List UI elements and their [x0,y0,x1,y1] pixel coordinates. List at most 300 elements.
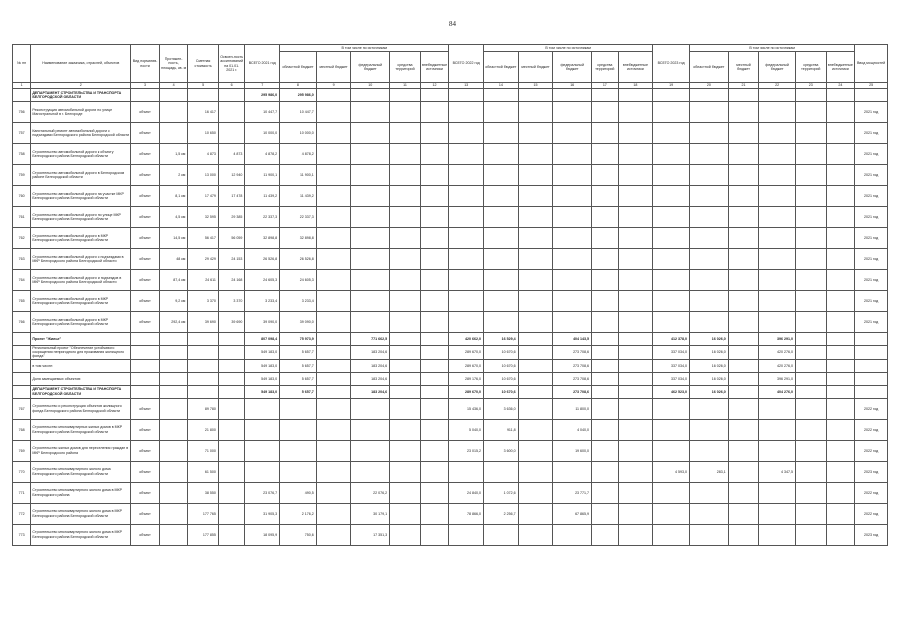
cell-fb21 [351,270,390,291]
col-index: 12 [420,83,449,89]
cell-ob21: 75 973,9 [280,333,317,346]
cell-st23 [796,440,827,461]
cell-t [131,385,160,398]
cell-fb22 [553,123,592,144]
cell-fb23 [759,186,796,207]
cell-st21 [390,440,421,461]
cell-t [131,359,160,372]
cell-vb22 [618,461,653,482]
hdr-sub-0-2: федеральный бюджет [351,52,390,83]
cell-fb21 [351,123,390,144]
table-row [13,207,888,228]
cell-vb23 [826,503,855,524]
cell-len: 4,5 км [159,207,188,228]
cell-tot23 [653,440,690,461]
cell-vb22 [618,89,653,102]
cell-st21 [390,372,421,385]
cell-st21 [390,312,421,333]
cell-n: 759 [13,165,31,186]
hdr-group-2021: В том числе по источникам [280,45,449,52]
cell-fb22: 273 708,6 [553,359,592,372]
cell-fb23 [759,228,796,249]
cell-tot23 [653,89,690,102]
cell-vb22 [618,102,653,123]
cell-vb21 [420,144,449,165]
table-row [13,346,888,360]
col-index: 4 [159,83,188,89]
cell-inp: 2021 год [855,270,888,291]
cell-name: Доля замещаемых объектов: [31,372,131,385]
table-row [13,249,888,270]
cell-tot22: 15 436,0 [449,398,484,419]
cell-mb21 [316,186,351,207]
cell-tot22 [449,186,484,207]
cell-st23 [796,524,827,545]
cell-fb23 [759,123,796,144]
cell-tot22: 289 670,0 [449,346,484,360]
col-index: 5 [188,83,219,89]
cell-dev: 24 153 [218,249,245,270]
cell-vb22 [618,419,653,440]
col-index: 7 [245,83,280,89]
cell-inp: 2021 год [855,291,888,312]
cell-fb21 [351,102,390,123]
cell-vb23 [826,249,855,270]
cell-mb23 [728,503,759,524]
cell-st23 [796,89,827,102]
cell-vb22 [618,249,653,270]
cell-tot22 [449,102,484,123]
cell-st22 [592,249,619,270]
cell-fb21 [351,186,390,207]
cell-st23 [796,461,827,482]
cell-fb22: 11 800,0 [553,398,592,419]
cell-tot22: 420 662,0 [449,333,484,346]
cell-vb22 [618,333,653,346]
cell-ob21: 11 900,1 [280,165,317,186]
cell-mb22 [518,144,553,165]
cell-st21 [390,270,421,291]
table-row [13,270,888,291]
cell-dev [218,419,245,440]
table-row [13,503,888,524]
cell-mb23 [728,461,759,482]
cell-len: 48 км [159,249,188,270]
cell-fb22 [553,207,592,228]
cell-ob23: 16 026,0 [689,385,728,398]
cell-mb21 [316,102,351,123]
cell-tot23 [653,398,690,419]
cell-tot22 [449,312,484,333]
cell-fb22 [553,291,592,312]
cell-name: Строительство автомобильной дороги в МКР Белгородского района Белгородской области [31,291,131,312]
cell-inp [855,385,888,398]
cell-ob23 [689,482,728,503]
cell-mb23 [728,165,759,186]
cell-vb21 [420,503,449,524]
hdr-total-2022: ВСЕГО 2022 год [449,45,484,83]
cell-dev: 3 370 [218,291,245,312]
cell-ob23 [689,440,728,461]
hdr-sub-0-4: внебюджетные источники [420,52,449,83]
cell-dev [218,346,245,360]
cell-tot23 [653,144,690,165]
cell-cost [188,359,219,372]
table-row [13,144,888,165]
cell-fb21: 17 351,3 [351,524,390,545]
cell-ob23 [689,291,728,312]
cell-n: 758 [13,144,31,165]
cell-ob22 [484,102,519,123]
cell-t: объект [131,102,160,123]
cell-mb21 [316,440,351,461]
cell-vb21 [420,482,449,503]
cell-ob22: 3 600,0 [484,440,519,461]
cell-mb23 [728,482,759,503]
col-index: 25 [855,83,888,89]
cell-name: в том числе: [31,359,131,372]
cell-tot23 [653,228,690,249]
col-index: 9 [316,83,351,89]
cell-fb23: 4 347,5 [759,461,796,482]
cell-ob21: 24 605,3 [280,270,317,291]
cell-st22 [592,123,619,144]
cell-len [159,372,188,385]
cell-ob21: 3 233,4 [280,291,317,312]
cell-vb23 [826,461,855,482]
cell-ob23 [689,270,728,291]
cell-st22 [592,440,619,461]
cell-mb23 [728,144,759,165]
cell-name: Строительство автомобильной дороги по улице МКР Белгородского района Белгородской области [31,207,131,228]
cell-name: Строительство и реконструкция объектов жилищного фонда Белгородского района Белгородской области [31,398,131,419]
cell-fb22 [553,165,592,186]
col-index: 17 [592,83,619,89]
cell-fb23 [759,482,796,503]
cell-name: Строительство автомобильной дороги в МКР Белгородского района Белгородской области [31,312,131,333]
cell-fb22: 4 040,0 [553,419,592,440]
cell-vb23 [826,482,855,503]
cell-mb23 [728,186,759,207]
investment-table [12,44,888,546]
cell-n: 769 [13,440,31,461]
cell-fb22 [553,144,592,165]
cell-dev [218,440,245,461]
cell-tot22: 24 840,0 [449,482,484,503]
col-index: 23 [796,83,827,89]
cell-mb23 [728,359,759,372]
cell-ob23 [689,144,728,165]
cell-mb23 [728,419,759,440]
table-row [13,312,888,333]
cell-fb21: 183 204,6 [351,385,390,398]
cell-t: объект [131,207,160,228]
cell-cost [188,346,219,360]
cell-ob23: 16 026,0 [689,346,728,360]
cell-ob22: 10 670,6 [484,372,519,385]
cell-st23 [796,228,827,249]
cell-ob22: 10 670,6 [484,385,519,398]
cell-ob23: 16 026,0 [689,333,728,346]
cell-mb21 [316,524,351,545]
cell-st21 [390,186,421,207]
hdr-sub-0-3: средства территорий [390,52,421,83]
cell-cost: 61 500 [188,461,219,482]
cell-st22 [592,165,619,186]
cell-mb21 [316,372,351,385]
cell-ob23: 16 026,0 [689,372,728,385]
cell-ob22: 3 636,0 [484,398,519,419]
cell-name: Реконструкция автомобильной дороги по улице Магистральной в г. Белгороде [31,102,131,123]
hdr-group-2023: В том числе по источникам [689,45,854,52]
cell-mb21 [316,333,351,346]
cell-vb22 [618,524,653,545]
cell-tot23: 337 034,0 [653,346,690,360]
cell-fb22: 19 600,0 [553,440,592,461]
cell-tot23: 412 378,0 [653,333,690,346]
cell-ob22 [484,461,519,482]
cell-st21 [390,249,421,270]
cell-dev: 17 478 [218,186,245,207]
cell-fb23 [759,398,796,419]
cell-vb21 [420,312,449,333]
cell-st21 [390,291,421,312]
cell-inp [855,346,888,360]
cell-tot23 [653,165,690,186]
cell-ob23 [689,102,728,123]
cell-vb23 [826,385,855,398]
cell-inp: 2021 год [855,249,888,270]
cell-cost: 39 690 [188,312,219,333]
cell-tot21: 26 526,8 [245,249,280,270]
cell-mb23 [728,440,759,461]
cell-mb22 [518,228,553,249]
cell-name: Строительство жилых домов для переселения граждан в МКР Белгородского района [31,440,131,461]
cell-tot23 [653,291,690,312]
cell-fb22 [553,524,592,545]
cell-fb23 [759,270,796,291]
cell-t: объект [131,186,160,207]
cell-len [159,89,188,102]
cell-vb21 [420,123,449,144]
cell-vb21 [420,186,449,207]
cell-cost: 89 780 [188,398,219,419]
col-index: 16 [553,83,592,89]
cell-t: объект [131,398,160,419]
cell-fb21: 22 076,2 [351,482,390,503]
cell-n [13,89,31,102]
cell-fb21 [351,291,390,312]
cell-mb21 [316,461,351,482]
cell-tot23 [653,270,690,291]
cell-mb23 [728,102,759,123]
cell-st21 [390,346,421,360]
cell-vb23 [826,123,855,144]
cell-st23 [796,482,827,503]
cell-n [13,372,31,385]
cell-ob22: 16 529,4 [484,333,519,346]
cell-tot23 [653,123,690,144]
page-number: 84 [449,20,456,28]
cell-fb23 [759,165,796,186]
cell-dev [218,372,245,385]
cell-len [159,440,188,461]
cell-tot22 [449,144,484,165]
cell-len [159,102,188,123]
hdr-sub-1-1: местный бюджет [518,52,553,83]
cell-n [13,359,31,372]
cell-vb23 [826,419,855,440]
cell-ob21: 5 657,7 [280,385,317,398]
cell-tot21: 11 439,2 [245,186,280,207]
cell-tot21 [245,398,280,419]
cell-tot22 [449,270,484,291]
cell-mb23 [728,270,759,291]
col-index: 21 [728,83,759,89]
cell-mb23 [728,207,759,228]
cell-mb21 [316,228,351,249]
cell-mb22 [518,440,553,461]
col-index: 19 [653,83,690,89]
cell-len: 9,2 км [159,291,188,312]
cell-st23 [796,346,827,360]
cell-t: объект [131,419,160,440]
cell-ob22 [484,144,519,165]
cell-ob23 [689,312,728,333]
cell-inp: 2022 год [855,482,888,503]
cell-st23 [796,385,827,398]
cell-tot22 [449,207,484,228]
cell-tot21: 22 337,3 [245,207,280,228]
cell-fb23 [759,503,796,524]
cell-fb21 [351,89,390,102]
cell-fb23 [759,419,796,440]
cell-st22 [592,524,619,545]
cell-fb23: 404 276,0 [759,385,796,398]
cell-fb23: 396 291,0 [759,372,796,385]
table-row [13,291,888,312]
cell-t: объект [131,165,160,186]
cell-fb22 [553,312,592,333]
cell-mb21 [316,144,351,165]
cell-tot22 [449,291,484,312]
cell-len [159,385,188,398]
cell-tot21: 3 233,4 [245,291,280,312]
table-row [13,186,888,207]
cell-len: 2 км [159,165,188,186]
cell-n: 764 [13,270,31,291]
table-row [13,333,888,346]
cell-vb21 [420,102,449,123]
cell-inp: 2021 год [855,207,888,228]
cell-mb22 [518,372,553,385]
cell-inp: 2022 год [855,419,888,440]
cell-len [159,461,188,482]
cell-vb21 [420,228,449,249]
cell-fb22: 273 708,6 [553,346,592,360]
cell-fb22 [553,89,592,102]
cell-st21 [390,123,421,144]
cell-st21 [390,398,421,419]
cell-tot21: 549 183,0 [245,359,280,372]
cell-tot23: 462 523,0 [653,385,690,398]
cell-fb23: 396 291,0 [759,333,796,346]
cell-st23 [796,333,827,346]
cell-tot22 [449,249,484,270]
col-index: 8 [280,83,317,89]
hdr-cost: Сметная стоимость [188,45,219,83]
cell-tot22: 23 015,2 [449,440,484,461]
cell-mb22 [518,102,553,123]
cell-t: объект [131,291,160,312]
hdr-length: Протяжен-ность, площадь, кв. м [159,45,188,83]
cell-ob22 [484,312,519,333]
cell-dev [218,503,245,524]
cell-fb22: 404 143,5 [553,333,592,346]
cell-len [159,359,188,372]
cell-ob21 [280,398,317,419]
col-index: 10 [351,83,390,89]
cell-dev [218,89,245,102]
cell-inp [855,333,888,346]
cell-t [131,346,160,360]
cell-mb22 [518,461,553,482]
cell-tot22 [449,524,484,545]
cell-t: объект [131,270,160,291]
cell-cost: 38 550 [188,482,219,503]
cell-ob22: 1 072,6 [484,482,519,503]
cell-mb21 [316,89,351,102]
cell-ob21: 10 447,7 [280,102,317,123]
cell-cost: 13 000 [188,165,219,186]
cell-cost: 56 417 [188,228,219,249]
cell-mb21 [316,165,351,186]
cell-vb23 [826,144,855,165]
cell-st22 [592,102,619,123]
cell-ob21 [280,461,317,482]
cell-ob22 [484,186,519,207]
cell-tot23 [653,102,690,123]
cell-ob22 [484,270,519,291]
cell-dev [218,398,245,419]
cell-name: Строительство автомобильной дороги с подъездами в МКР Белгородского района Белгородской области [31,249,131,270]
col-index: 13 [449,83,484,89]
cell-mb22 [518,123,553,144]
cell-cost: 32 595 [188,207,219,228]
cell-ob21: 490,5 [280,482,317,503]
table-row [13,461,888,482]
cell-mb21 [316,123,351,144]
cell-tot21: 39 090,0 [245,312,280,333]
cell-name: Проект "Жилье" [31,333,131,346]
cell-st21 [390,144,421,165]
cell-st23 [796,186,827,207]
cell-st23 [796,165,827,186]
cell-mb22 [518,385,553,398]
cell-ob23 [689,123,728,144]
cell-inp [855,372,888,385]
cell-dev [218,482,245,503]
cell-tot21: 18 095,9 [245,524,280,545]
cell-mb21 [316,482,351,503]
hdr-sub-1-4: внебюджетные источники [618,52,653,83]
cell-cost [188,385,219,398]
cell-st21 [390,89,421,102]
cell-tot21: 549 183,0 [245,372,280,385]
cell-fb23 [759,440,796,461]
cell-name: Строительство многоквартирного жилого дома в МКР Белгородского района [31,482,131,503]
cell-mb22 [518,398,553,419]
